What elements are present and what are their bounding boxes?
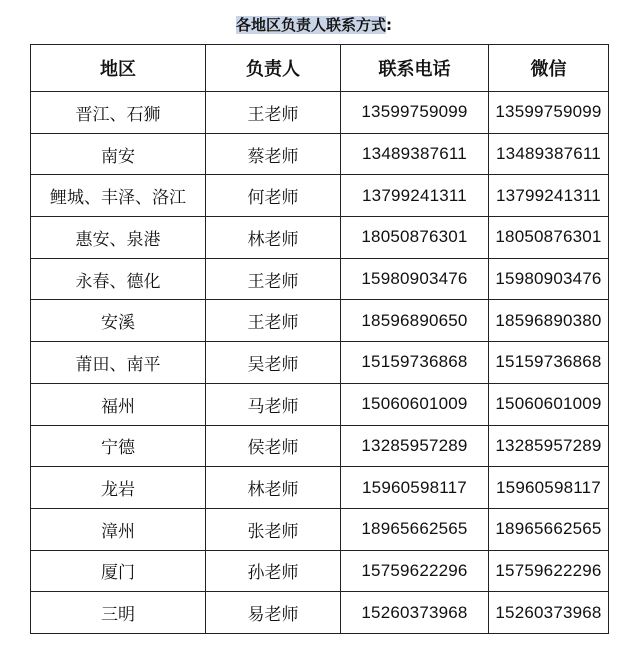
wechat-cell: 13599759099: [489, 92, 609, 134]
header-person: 负责人: [206, 45, 341, 92]
table-row: [31, 133, 609, 175]
caption-text: 各地区负责人联系方式: [235, 16, 386, 34]
person-cell: 马老师: [206, 383, 341, 425]
table-caption: [234, 14, 394, 36]
wechat-cell: 15260373968: [489, 592, 609, 634]
wechat-cell: 15060601009: [489, 383, 609, 425]
wechat-cell: 18596890380: [489, 300, 609, 342]
table-body: [31, 92, 609, 634]
contacts-table: [30, 44, 609, 634]
region-cell: 南安: [31, 133, 206, 175]
caption-container: [0, 14, 628, 38]
phone-cell: 15060601009: [341, 383, 489, 425]
region-cell: 惠安、泉港: [31, 217, 206, 259]
table-row: [31, 217, 609, 259]
wechat-cell: 13489387611: [489, 133, 609, 175]
phone-cell: 13799241311: [341, 175, 489, 217]
person-cell: 何老师: [206, 175, 341, 217]
region-cell: 晋江、石狮: [31, 92, 206, 134]
table-row: [31, 258, 609, 300]
person-cell: 易老师: [206, 592, 341, 634]
person-cell: 林老师: [206, 467, 341, 509]
wechat-cell: 15159736868: [489, 342, 609, 384]
person-cell: 王老师: [206, 258, 341, 300]
person-cell: 王老师: [206, 300, 341, 342]
region-cell: 漳州: [31, 508, 206, 550]
table-row: [31, 383, 609, 425]
person-cell: 侯老师: [206, 425, 341, 467]
region-cell: 鲤城、丰泽、洛江: [31, 175, 206, 217]
table-row: [31, 175, 609, 217]
table-row: [31, 342, 609, 384]
phone-cell: 18965662565: [341, 508, 489, 550]
caption-colon: :: [386, 16, 392, 34]
wechat-cell: 13285957289: [489, 425, 609, 467]
table-row: [31, 300, 609, 342]
person-cell: 林老师: [206, 217, 341, 259]
phone-cell: 15960598117: [341, 467, 489, 509]
wechat-cell: 13799241311: [489, 175, 609, 217]
wechat-cell: 15960598117: [489, 467, 609, 509]
person-cell: 蔡老师: [206, 133, 341, 175]
header-region: 地区: [31, 45, 206, 92]
region-cell: 福州: [31, 383, 206, 425]
person-cell: 孙老师: [206, 550, 341, 592]
phone-cell: 13285957289: [341, 425, 489, 467]
header-phone: 联系电话: [341, 45, 489, 92]
wechat-cell: 18050876301: [489, 217, 609, 259]
table-row: [31, 467, 609, 509]
wechat-cell: 18965662565: [489, 508, 609, 550]
person-cell: 吴老师: [206, 342, 341, 384]
person-cell: 王老师: [206, 92, 341, 134]
header-wechat: 微信: [489, 45, 609, 92]
phone-cell: 15159736868: [341, 342, 489, 384]
region-cell: 龙岩: [31, 467, 206, 509]
table-row: [31, 508, 609, 550]
region-cell: 宁德: [31, 425, 206, 467]
region-cell: 厦门: [31, 550, 206, 592]
table-row: [31, 425, 609, 467]
phone-cell: 18050876301: [341, 217, 489, 259]
phone-cell: 15260373968: [341, 592, 489, 634]
table-row: [31, 92, 609, 134]
region-cell: 三明: [31, 592, 206, 634]
wechat-cell: 15980903476: [489, 258, 609, 300]
phone-cell: 13599759099: [341, 92, 489, 134]
header-row: [31, 45, 609, 92]
region-cell: 莆田、南平: [31, 342, 206, 384]
phone-cell: 18596890650: [341, 300, 489, 342]
region-cell: 安溪: [31, 300, 206, 342]
phone-cell: 13489387611: [341, 133, 489, 175]
table-header: [31, 45, 609, 92]
table-row: [31, 592, 609, 634]
table-row: [31, 550, 609, 592]
region-cell: 永春、德化: [31, 258, 206, 300]
phone-cell: 15980903476: [341, 258, 489, 300]
wechat-cell: 15759622296: [489, 550, 609, 592]
phone-cell: 15759622296: [341, 550, 489, 592]
person-cell: 张老师: [206, 508, 341, 550]
